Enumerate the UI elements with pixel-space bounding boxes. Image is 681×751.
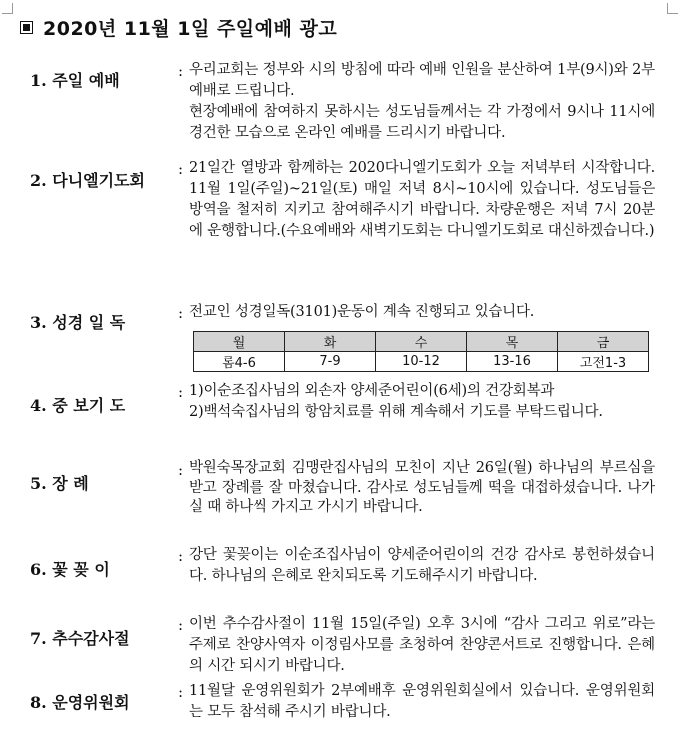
section-body [189,302,655,323]
section-body [189,158,655,242]
table-header-cell: 화 [285,332,376,352]
table-row [194,352,649,372]
section-body [189,614,655,677]
paragraph: 우리교회는 정부와 시의 방침에 따라 예배 인원을 분산하여 1부(9시)와 2부 예배로 드립니다. [189,62,655,99]
paragraph: 현장예배에 참여하지 못하시는 성도님들께서는 각 가정에서 9시나 11시에 경건한 모습으로 온라인 예배를 드리시기 바랍니다. [189,104,655,141]
table-header-cell: 수 [376,332,467,352]
reading-schedule-table [193,331,649,372]
table-header-cell: 월 [194,332,285,352]
table-header-cell: 금 [558,332,649,352]
section-body [189,545,655,587]
page-corner-mark-left [2,3,13,14]
paragraph: 21일간 열방과 함께하는 2020다니엘기도회가 오늘 저녁부터 시작합니다. 11월 1일(주일)~21일(토) 매일 저녁 8시~10시에 있습니다. 성도님들은 방역을 철저히 지키고 참여해주시기 바랍니다. 차량운행은 저녁 7시 20분에 운행합니다.(수요예배와 새벽기도회는 다니엘기도회로 대신하겠습니다.) [189,160,655,239]
section-body [189,681,655,723]
table-cell: 13-16 [467,352,558,372]
table-header-cell: 목 [467,332,558,352]
table-header-row [194,332,649,352]
paragraph: 전교인 성경일독(3101)운동이 계속 진행되고 있습니다. [189,304,535,320]
paragraph: 2)백석숙집사님의 항암치료를 위해 계속해서 기도를 부탁드립니다. [189,404,603,420]
page-title: 2020년 11월 1일 주일예배 광고 [43,18,338,40]
section-body [189,381,655,423]
table-cell: 7-9 [285,352,376,372]
page-corner-mark-right [667,3,678,14]
paragraph: 박원숙목장교회 김맹란집사님의 모친이 지난 26일(월) 하나님의 부르심을 받고 장례를 잘 마쳤습니다. 감사로 성도님들께 떡을 대접하셨습니다. 나가실 때 하나씩 가지고 가시기 바랍니다. [189,460,655,515]
section-label: 5. 장 례 [30,474,89,493]
section-label: 3. 성경 일 독 [30,313,126,332]
paragraph: 11월달 운영위원회가 2부예배후 운영위원회실에서 있습니다. 운영위원회는 모두 참석해 주시기 바랍니다. [189,683,655,720]
colon-separator: : [178,461,184,479]
table-cell: 고전1-3 [558,352,649,372]
section-body [189,60,655,144]
paragraph: 강단 꽃꽂이는 이순조집사님이 양세준어린이의 건강 감사로 봉헌하셨습니다. 하나님의 은혜로 완치되도록 기도해주시기 바랍니다. [189,547,655,584]
section-label: 8. 운영위원회 [30,693,130,712]
colon-separator: : [178,160,184,178]
section-label: 6. 꽃 꽂 이 [30,560,110,579]
colon-separator: : [178,616,184,634]
section-label: 7. 추수감사절 [30,629,130,648]
paragraph: 1)이순조집사님의 외손자 양세준어린이(6세)의 건강회복과 [189,383,555,399]
section-label: 2. 다니엘기도회 [30,171,146,190]
colon-separator: : [178,383,184,401]
section-body [189,459,655,518]
colon-separator: : [178,62,184,80]
section-label: 4. 중 보기 도 [30,396,126,415]
colon-separator: : [178,683,184,701]
section-label: 1. 주일 예배 [30,71,120,90]
table-cell: 10-12 [376,352,467,372]
paragraph: 이번 추수감사절이 11월 15일(주일) 오후 3시에 “감사 그리고 위로”라는 주제로 찬양사역자 이정림사모를 초청하여 찬양콘서트로 진행합니다. 은혜의 시간 되시기 바랍니다. [189,616,655,674]
table-cell: 롬4-6 [194,352,285,372]
square-bullet-icon [20,21,33,34]
colon-separator: : [178,304,184,322]
colon-separator: : [178,547,184,565]
title-row [20,14,337,41]
